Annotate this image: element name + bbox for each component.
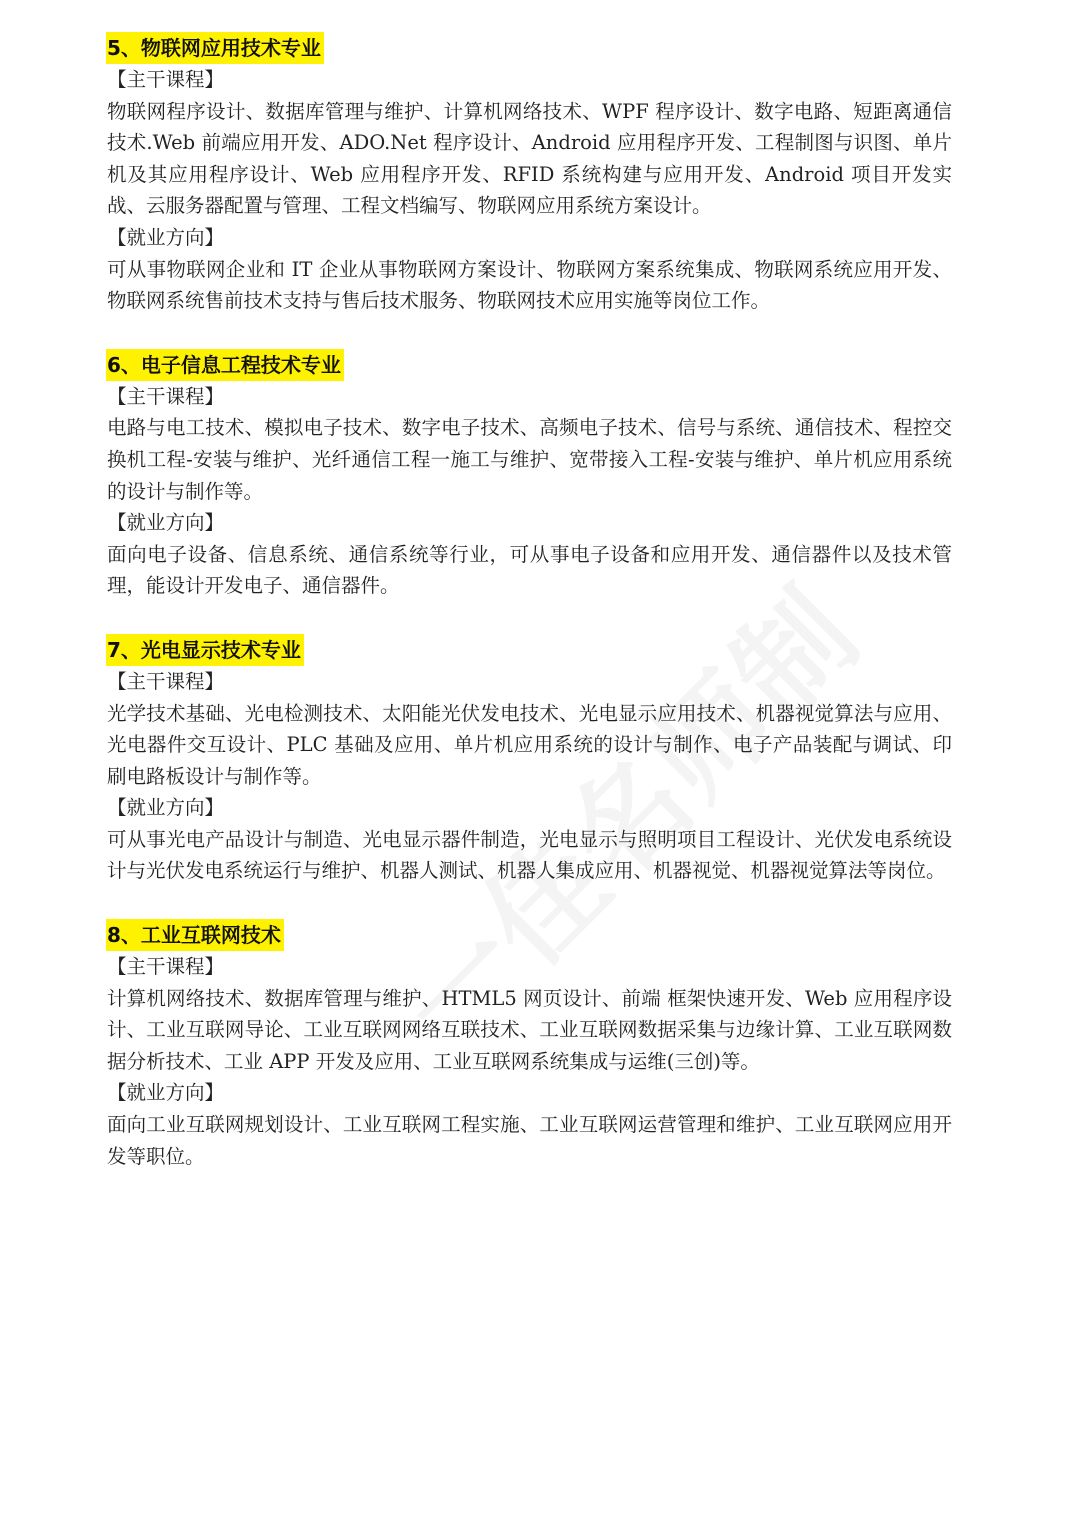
section-title: 5、物联网应用技术专业 xyxy=(106,32,324,64)
employment-text: 可从事光电产品设计与制造、光电显示器件制造，光电显示与照明项目工程设计、光伏发电系统设计与光伏发电系统运行与维护、机器人测试、机器人集成应用、机器视觉、机器视觉算法等岗位。 xyxy=(107,827,952,883)
employment-text: 面向电子设备、信息系统、通信系统等行业，可从事电子设备和应用开发、通信器件以及技术管理，能设计开发电子、通信器件。 xyxy=(107,542,952,598)
section-optoelectronic-display xyxy=(107,634,952,887)
section-title: 8、工业互联网技术 xyxy=(106,919,284,951)
employment-label: 【就业方向】 xyxy=(107,511,225,535)
employment-label: 【就业方向】 xyxy=(107,1081,225,1105)
courses-label: 【主干课程】 xyxy=(107,669,225,693)
employment-label: 【就业方向】 xyxy=(107,796,225,820)
courses-text: 物联网程序设计、数据库管理与维护、计算机网络技术、WPF 程序设计、数字电路、短距离通信技术.Web 前端应用开发、ADO.Net 程序设计、Android 应用程序开发、工程制图与识图、单片机及其应用程序设计、Web 应用程序开发、RFID 系统构建与应用开发、Android 项目开发实战、云服务器配置与管理、工程文档编写、物联网应用系统方案设计。 xyxy=(107,99,952,218)
courses-text: 光学技术基础、光电检测技术、太阳能光伏发电技术、光电显示应用技术、机器视觉算法与应用、光电器件交互设计、PLC 基础及应用、单片机应用系统的设计与制作、电子产品装配与调试、印刷电路板设计与制作等。 xyxy=(107,701,952,788)
section-industrial-internet xyxy=(107,919,952,1172)
employment-text: 面向工业互联网规划设计、工业互联网工程实施、工业互联网运营管理和维护、工业互联网应用开发等职位。 xyxy=(107,1113,952,1168)
courses-text: 电路与电工技术、模拟电子技术、数字电子技术、高频电子技术、信号与系统、通信技术、程控交换机工程-安装与维护、光纤通信工程一施工与维护、宽带接入工程-安装与维护、单片机应用系统的设计与制作等。 xyxy=(107,416,952,503)
courses-label: 【主干课程】 xyxy=(107,68,225,91)
section-electronic-info xyxy=(107,349,952,602)
section-title: 7、光电显示技术专业 xyxy=(106,634,304,666)
courses-text: 计算机网络技术、数据库管理与维护、HTML5 网页设计、前端 框架快速开发、Web 应用程序设计、工业互联网导论、工业互联网网络互联技术、工业互联网数据采集与边缘计算、工业互联网数据分析技术、工业 APP 开发及应用、工业互联网系统集成与运维(三创)等。 xyxy=(107,986,952,1073)
courses-label: 【主干课程】 xyxy=(107,384,225,408)
employment-text: 可从事物联网企业和 IT 企业从事物联网方案设计、物联网方案系统集成、物联网系统应用开发、物联网系统售前技术支持与售后技术服务、物联网技术应用实施等岗位工作。 xyxy=(107,257,952,313)
courses-label: 【主干课程】 xyxy=(107,955,225,979)
employment-label: 【就业方向】 xyxy=(107,225,225,249)
document-page xyxy=(107,32,952,1204)
section-iot xyxy=(107,32,952,317)
section-title: 6、电子信息工程技术专业 xyxy=(106,349,344,381)
